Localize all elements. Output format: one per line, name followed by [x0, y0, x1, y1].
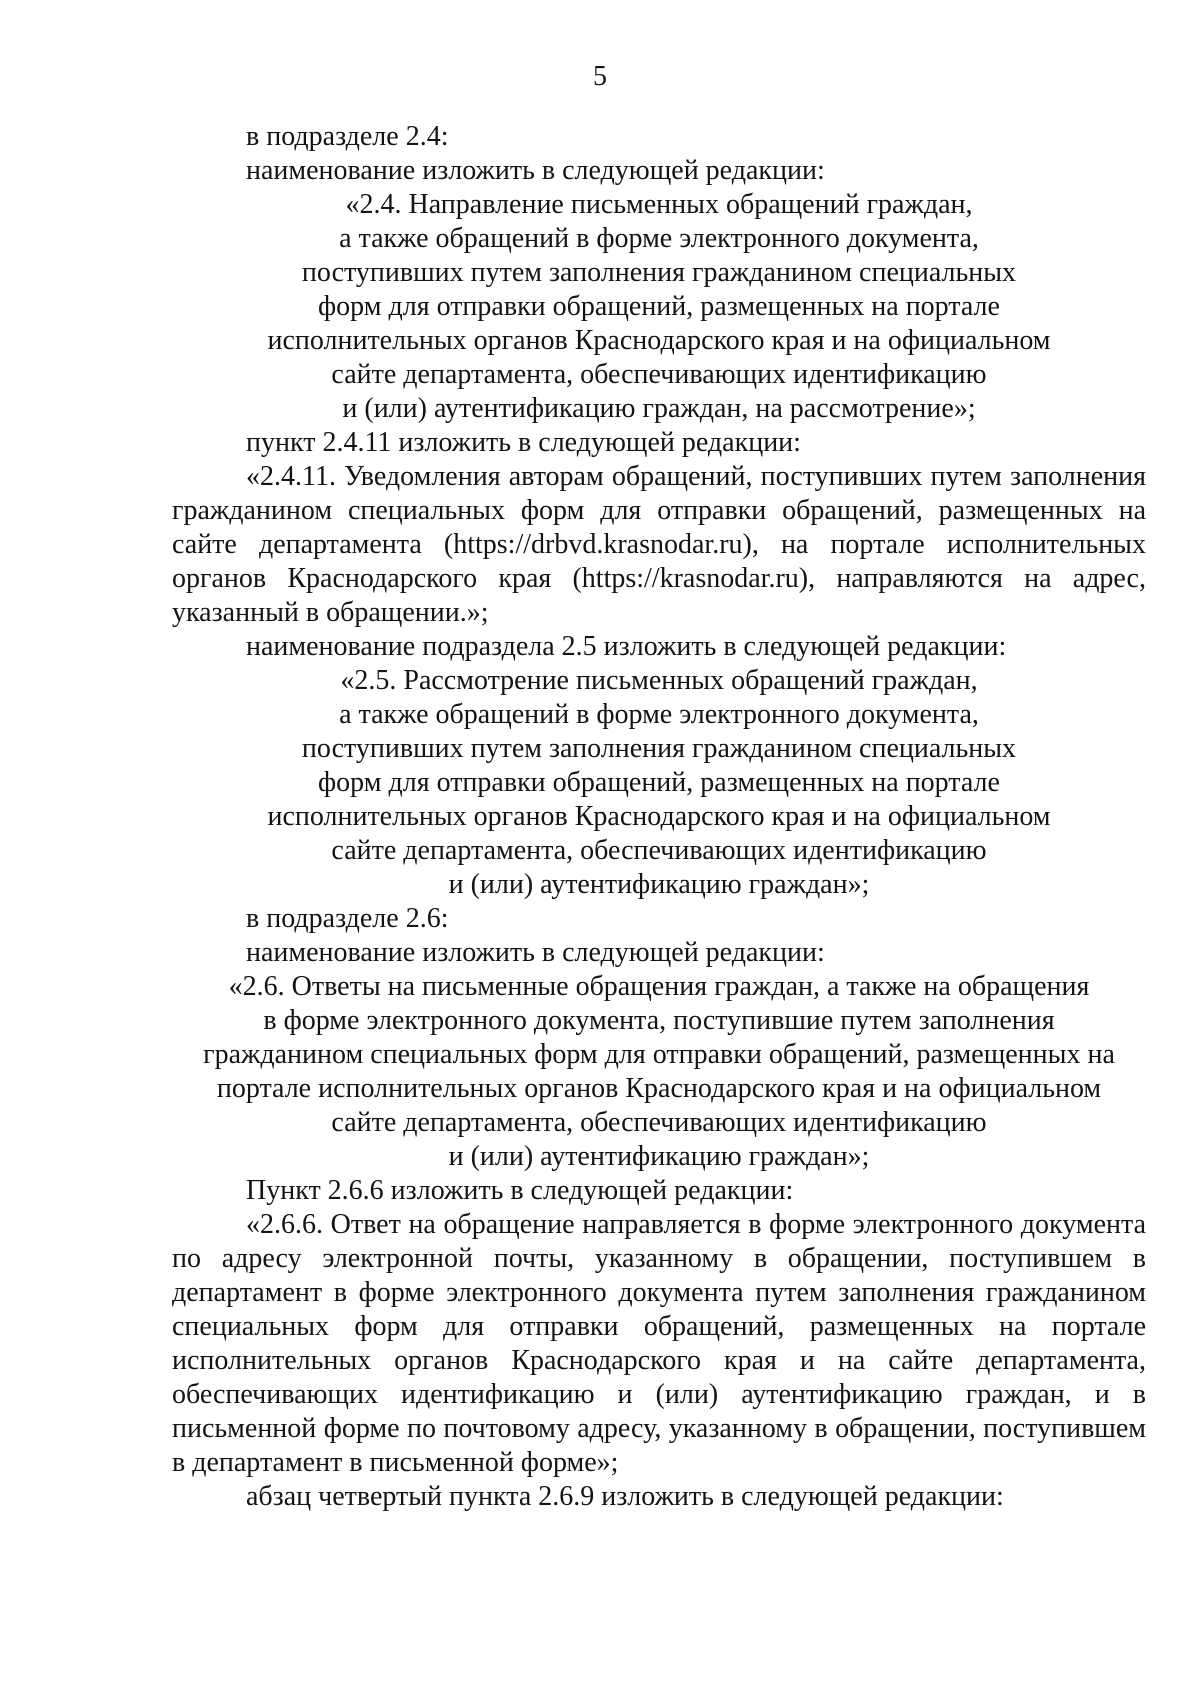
section-heading-line: и (или) аутентификацию граждан»;	[448, 1141, 870, 1172]
text-line: наименование изложить в следующей редакции:	[246, 155, 825, 186]
section-heading-line: сайте департамента, обеспечивающих идентификацию	[331, 835, 987, 866]
section-heading-line: «2.6. Ответы на письменные обращения граждан, а также на обращения	[228, 971, 1090, 1002]
section-heading-line: «2.4. Направление письменных обращений граждан,	[345, 189, 973, 220]
section-heading-line: форм для отправки обращений, размещенных на портале	[318, 291, 1000, 322]
paragraph-line: специальных форм для отправки обращений, размещенных на портале	[172, 1311, 1146, 1342]
paragraph-line: органов Краснодарского края (https://krasnodar.ru), направляются на адрес,	[172, 563, 1146, 594]
paragraph-line: гражданином специальных форм для отправки обращений, размещенных на	[172, 495, 1146, 526]
section-heading-line: сайте департамента, обеспечивающих идентификацию	[331, 1107, 987, 1138]
section-heading-line: форм для отправки обращений, размещенных на портале	[318, 767, 1000, 798]
text-line: абзац четвертый пункта 2.6.9 изложить в следующей редакции:	[246, 1481, 1004, 1512]
paragraph-line: исполнительных органов Краснодарского края и на сайте департамента,	[172, 1345, 1146, 1376]
section-heading-line: «2.5. Рассмотрение письменных обращений граждан,	[340, 665, 978, 696]
section-heading-line: и (или) аутентификацию граждан, на рассмотрение»;	[342, 393, 976, 424]
section-heading-line: а также обращений в форме электронного документа,	[339, 223, 979, 254]
section-heading-line: а также обращений в форме электронного документа,	[339, 699, 979, 730]
text-line: наименование подраздела 2.5 изложить в следующей редакции:	[246, 631, 1007, 662]
section-heading-line: гражданином специальных форм для отправки обращений, размещенных на	[203, 1039, 1115, 1070]
text-line: наименование изложить в следующей редакции:	[246, 937, 825, 968]
section-heading-line: исполнительных органов Краснодарского края и на официальном	[267, 801, 1051, 832]
paragraph-line: «2.4.11. Уведомления авторам обращений, поступивших путем заполнения	[246, 461, 1146, 492]
page-number: 5	[593, 61, 607, 92]
section-heading-line: поступивших путем заполнения гражданином специальных	[301, 257, 1017, 288]
paragraph-line: указанный в обращении.»;	[172, 597, 489, 628]
paragraph-line: по адресу электронной почты, указанному в обращении, поступившем в	[172, 1243, 1146, 1274]
paragraph-line: департамент в форме электронного документа путем заполнения гражданином	[172, 1277, 1146, 1308]
section-heading-line: исполнительных органов Краснодарского края и на официальном	[267, 325, 1051, 356]
text-line: Пункт 2.6.6 изложить в следующей редакции:	[246, 1175, 794, 1206]
section-heading-line: сайте департамента, обеспечивающих идентификацию	[331, 359, 987, 390]
section-heading-line: поступивших путем заполнения гражданином специальных	[301, 733, 1017, 764]
paragraph-line: «2.6.6. Ответ на обращение направляется в форме электронного документа	[246, 1209, 1146, 1240]
text-line: пункт 2.4.11 изложить в следующей редакции:	[246, 427, 801, 458]
paragraph-line: письменной форме по почтовому адресу, указанному в обращении, поступившем	[172, 1413, 1146, 1444]
section-heading-line: портале исполнительных органов Краснодарского края и на официальном	[216, 1073, 1102, 1104]
paragraph-line: в департамент в письменной форме»;	[172, 1447, 619, 1478]
text-line: в подразделе 2.6:	[246, 903, 449, 934]
document-body	[172, 120, 1146, 1514]
text-line: в подразделе 2.4:	[246, 121, 449, 152]
section-heading-line: и (или) аутентификацию граждан»;	[448, 869, 870, 900]
paragraph-line: обеспечивающих идентификацию и (или) аутентификацию граждан, и в	[172, 1379, 1146, 1410]
section-heading-line: в форме электронного документа, поступившие путем заполнения	[263, 1005, 1055, 1036]
paragraph-line: сайте департамента (https://drbvd.krasnodar.ru), на портале исполнительных	[172, 529, 1146, 560]
